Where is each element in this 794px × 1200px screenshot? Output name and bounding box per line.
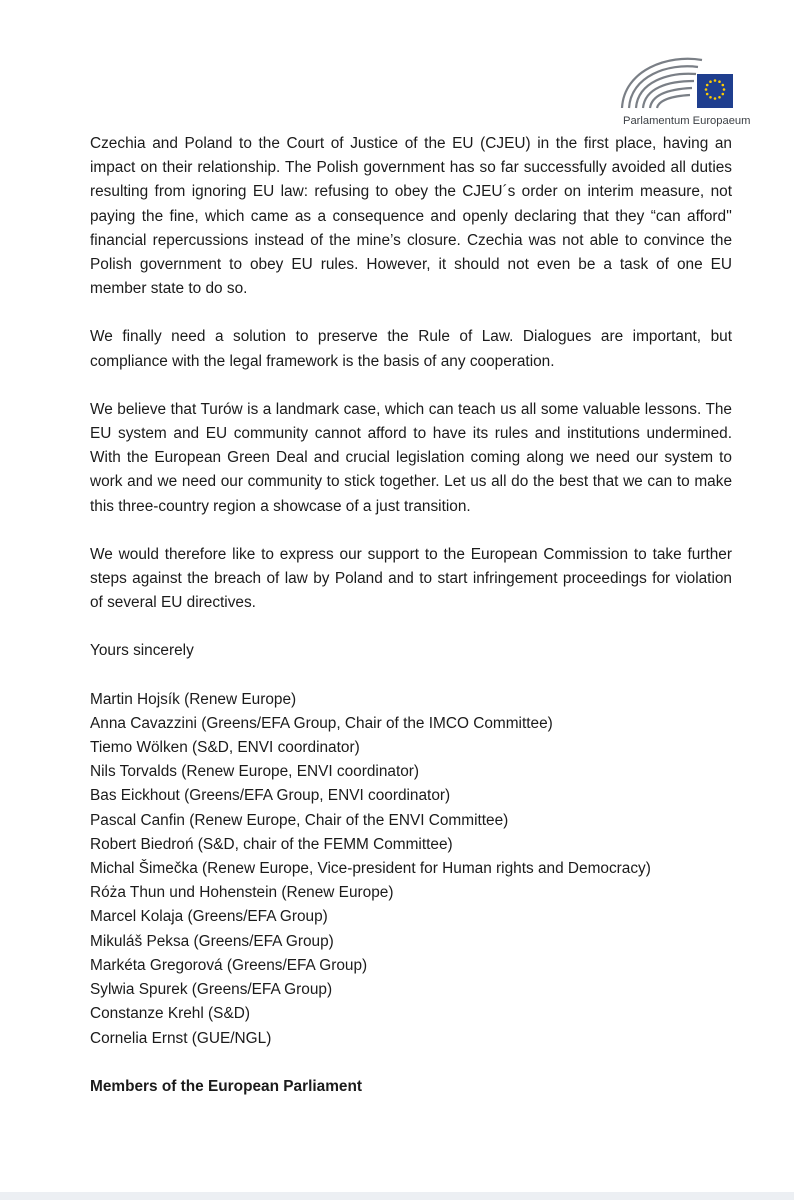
signatory: Nils Torvalds (Renew Europe, ENVI coordinator) (90, 763, 420, 781)
signatory: Róża Thun und Hohenstein (Renew Europe) (90, 884, 394, 902)
signatory: Sylwia Spurek (Greens/EFA Group) (90, 981, 333, 999)
paragraph: We finally need a solution to preserve the Rule of Law. Dialogues are important, but compliance with the legal framework is the basis of any cooperation. (90, 328, 732, 370)
european-parliament-logo (618, 50, 751, 130)
signature-footer: Members of the European Parliament (90, 1077, 362, 1095)
signatory: Pascal Canfin (Renew Europe, Chair of the ENVI Committee) (90, 811, 509, 829)
paragraph: Czechia and Poland to the Court of Justice of the EU (CJEU) in the first place, having an impact on their relationship. The Polish government has so far successfully avoided all duties resulting from ignoring EU law: refusing to obey the CJEU´s order on interim measure, not paying the fine, which came as a consequence and openly declaring that they “can afford'' financial repercussions instead of the mine’s closure. Czechia was not able to convince the Polish government to obey EU rules. However, it should not even be a task of one EU member state to do so. (90, 135, 732, 298)
signatory: Markéta Gregorová (Greens/EFA Group) (90, 956, 368, 974)
paragraph: We would therefore like to express our support to the European Commission to take further steps against the breach of law by Poland and to start infringement proceedings for violation of several EU directives. (90, 545, 732, 612)
signatory: Constanze Krehl (S&D) (90, 1005, 250, 1023)
page-bottom-edge (0, 1192, 794, 1200)
letter-body (90, 132, 732, 1099)
hemicycle-flag-emblem (618, 50, 736, 112)
signatory: Michal Šimečka (Renew Europe, Vice-president for Human rights and Democracy) (90, 860, 651, 878)
signatory-list (90, 688, 732, 1051)
signatory: Robert Biedroń (S&D, chair of the FEMM Committee) (90, 835, 453, 853)
signatory: Cornelia Ernst (GUE/NGL) (90, 1029, 272, 1047)
closing-salutation: Yours sincerely (90, 642, 194, 660)
signatory: Anna Cavazzini (Greens/EFA Group, Chair of the IMCO Committee) (90, 714, 553, 732)
signatory: Mikuláš Peksa (Greens/EFA Group) (90, 932, 334, 950)
signatory: Bas Eickhout (Greens/EFA Group, ENVI coordinator) (90, 787, 451, 805)
logo-wordmark: Parlamentum Europaeum (623, 115, 751, 127)
signatory: Marcel Kolaja (Greens/EFA Group) (90, 908, 328, 926)
signatory: Tiemo Wölken (S&D, ENVI coordinator) (90, 739, 360, 757)
paragraph: We believe that Turów is a landmark case, which can teach us all some valuable lessons. The EU system and EU community cannot afford to have its rules and institutions undermined. With the European Green Deal and crucial legislation coming along we need our system to work and we need our community to stick together. Let us all do the best that we can to make this three-country region a showcase of a just transition. (90, 400, 732, 515)
signatory: Martin Hojsík (Renew Europe) (90, 690, 297, 708)
